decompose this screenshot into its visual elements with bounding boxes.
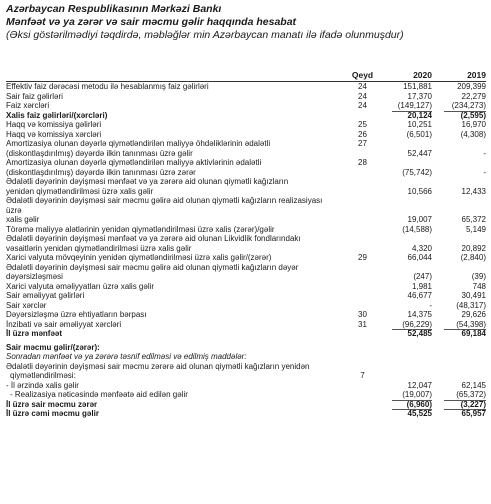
row-value-2019: 20,892	[461, 243, 486, 253]
table-row	[0, 92, 491, 102]
table-row	[0, 301, 491, 311]
row-value-2020: 19,007	[407, 215, 432, 224]
table-row	[0, 320, 491, 330]
section-heading-row	[0, 343, 491, 353]
table-row	[0, 82, 491, 92]
row-note: 27	[358, 139, 367, 148]
row-value-2020: (14,588)	[402, 224, 432, 234]
row-value-2020: (247)	[413, 272, 432, 281]
year-2020-column-header: 2020	[413, 70, 432, 80]
row-value-2020: 1,981	[411, 281, 432, 291]
row-label: Haqq və komissiya xərcləri	[6, 129, 102, 139]
table-row	[0, 362, 491, 372]
row-value-2020: (75,742)	[402, 167, 432, 177]
row-label: qiymətləndirilməsi:	[10, 371, 76, 380]
row-value-2020: 46,677	[407, 291, 432, 300]
table-row	[0, 234, 491, 244]
statement-subtitle: (Əksi göstərilmədiyi təqdirdə, məbləğlər min Azərbaycan manatı ilə ifadə olunmuşdur)	[6, 29, 404, 41]
row-value-2020: 45,525	[407, 409, 432, 418]
table-row	[0, 272, 491, 282]
row-label: Sair faiz gəlirləri	[6, 91, 63, 101]
table-row	[0, 120, 491, 130]
grand-total-row	[0, 409, 491, 419]
total-row	[0, 329, 491, 339]
table-row	[0, 390, 491, 400]
row-label: Sonradan mənfəət və ya zərərə təsnif edilməsi və edilmiş maddələr:	[6, 352, 247, 361]
row-value-2019: 62,145	[461, 380, 486, 390]
row-label: (diskontlaşdırılmış) dəyərdə ilkin tanınması üzrə zərər	[6, 167, 196, 177]
row-label: yenidən qiymətləndirilməsi üzrə xalis gəlir	[6, 186, 154, 196]
row-value-2020: 12,047	[407, 380, 432, 390]
row-value-2020: (6,501)	[406, 129, 432, 139]
row-label: Ədalətli dəyərinin dəyişməsi sair məcmu gəlirə aid olunan qiymətli kağızların dəyər	[6, 262, 299, 272]
row-note: 29	[358, 253, 367, 262]
row-label: İl üzrə mənfəət	[6, 329, 63, 338]
row-value-2019: 22,279	[461, 91, 486, 101]
row-value-2020: (19,007)	[402, 390, 432, 399]
row-note: 7	[360, 371, 365, 380]
table-row	[0, 310, 491, 320]
row-label: Amortizasiya olunan dəyərlə qiymətləndirilən maliyyə aktivlərinin ədalətli	[6, 158, 262, 167]
subtotal-row	[0, 111, 491, 121]
row-value-2020: 10,566	[407, 186, 432, 196]
table-row	[0, 215, 491, 225]
table-row	[0, 244, 491, 254]
row-label: Effektiv faiz dərəcəsi metodu ilə hesablanmış faiz gəlirləri	[6, 82, 209, 91]
row-note: 24	[358, 101, 367, 110]
row-label: vəsaitlərin yenidən qiymətləndirilməsi üzrə xalis gəlir	[6, 243, 192, 253]
row-label: Dəyərsizləşmə üzrə ehtiyatların bərpası	[6, 310, 147, 319]
row-value-2020: 66,044	[407, 253, 432, 262]
bank-name: Azərbaycan Respublikasının Mərkəzi Bankı	[6, 3, 222, 15]
table-row	[0, 130, 491, 140]
row-value-2019: 30,491	[461, 291, 486, 300]
table-row	[0, 149, 491, 159]
row-value-2020: (6,960)	[406, 399, 432, 409]
row-note: 24	[358, 82, 367, 91]
total-row	[0, 400, 491, 410]
row-value-2019: (2,840)	[460, 253, 486, 262]
table-row	[0, 187, 491, 197]
row-value-2019: (4,308)	[460, 129, 486, 139]
row-note: 31	[358, 319, 367, 329]
row-value-2019: 12,433	[461, 186, 486, 196]
table-row	[0, 263, 491, 273]
row-label: - İl ərzində xalis gəlir	[6, 380, 79, 390]
row-label: Xarici valyuta əməliyyatları üzrə xalis gəlir	[6, 281, 155, 291]
row-value-2019: (234,273)	[451, 101, 486, 110]
subheading-row	[0, 352, 491, 362]
row-label: İl üzrə cəmi məcmu gəlir	[6, 409, 99, 418]
table-row	[0, 177, 491, 187]
table-row	[0, 158, 491, 168]
row-value-2019: (3,227)	[460, 399, 486, 409]
row-value-2019: -	[483, 167, 486, 177]
row-label: Ədalətli dəyərinin dəyişməsi mənfəət və ya zərərə aid olunan qiymətli kağızların	[6, 177, 289, 186]
row-label: Sair əməliyyat gəlirləri	[6, 291, 85, 300]
row-value-2020: -	[429, 300, 432, 310]
statement-header	[6, 3, 404, 42]
statement-title: Mənfəət və ya zərər və sair məcmu gəlir haqqında hesabat	[6, 16, 297, 28]
table-row	[0, 381, 491, 391]
row-value-2020: 14,375	[407, 310, 432, 319]
row-label: Amortizasiya olunan dəyərlə qiymətləndirilən maliyyə öhdəliklərinin ədalətli	[6, 139, 271, 148]
table-row	[0, 282, 491, 292]
row-value-2019: 29,626	[461, 310, 486, 319]
table-row	[0, 196, 491, 215]
row-value-2019: 16,970	[461, 120, 486, 129]
row-value-2019: (48,317)	[456, 300, 486, 310]
row-label: Faiz xərcləri	[6, 101, 50, 110]
row-value-2019: (65,372)	[456, 390, 486, 399]
row-label: Törəmə maliyyə alətlərinin yenidən qiymətləndirilməsi üzrə xalis (zərər)/gəlir	[6, 224, 275, 234]
row-value-2019: 209,399	[457, 82, 486, 91]
row-note: 25	[358, 120, 367, 129]
table-row	[0, 139, 491, 149]
row-value-2019: (39)	[471, 272, 486, 281]
row-value-2020: 151,881	[403, 82, 432, 91]
row-label: Ədalətli dəyərinin dəyişməsi sair məcmu gəlirə aid olunan qiymətli kağızların realizasiyası üzrə	[6, 196, 323, 215]
row-label: İnzibati və sair əməliyyat xərcləri	[6, 319, 122, 329]
row-note: 26	[358, 129, 367, 139]
row-label: xalis gəlir	[6, 215, 40, 224]
table-row	[0, 371, 491, 381]
table-row	[0, 291, 491, 301]
row-label: Ədalətli dəyərinin dəyişməsi sair məcmu zərərə aid olunan qiymətli kağızların yenidən	[6, 361, 310, 371]
statement-rows	[0, 82, 491, 419]
row-label: Sair məcmu gəlir/(zərər):	[6, 342, 100, 352]
row-label: Sair xərclər	[6, 300, 47, 310]
row-value-2020: 52,485	[407, 329, 432, 338]
table-row	[0, 225, 491, 235]
table-row	[0, 101, 491, 111]
row-value-2020: 20,124	[407, 110, 432, 120]
row-value-2019: (54,398)	[456, 319, 486, 329]
row-note: 24	[358, 91, 367, 101]
row-value-2020: 52,447	[407, 148, 432, 158]
row-value-2020: (96,229)	[402, 319, 432, 329]
row-label: dəyərsizləşməsi	[6, 272, 63, 281]
row-label: Xarici valyuta mövqeyinin yenidən qiymətləndirilməsi üzrə xalis gəlir/(zərər)	[6, 253, 272, 262]
row-value-2020: 4,320	[411, 243, 432, 253]
row-value-2019: 748	[472, 281, 486, 291]
row-note: 30	[358, 310, 367, 319]
row-value-2019: 69,184	[461, 329, 486, 338]
row-label: Haqq və komissiya gəlirləri	[6, 120, 102, 129]
column-headers	[0, 70, 491, 81]
row-note: 28	[358, 158, 367, 167]
table-row	[0, 168, 491, 178]
row-value-2019: (2,595)	[460, 110, 486, 120]
row-label: Ədalətli dəyərinin dəyişməsi mənfəət və ya zərərə aid olunan Likvidlik fondlarındakı	[6, 234, 301, 243]
row-label: (diskontlaşdırılmış) dəyərdə ilkin tanınması üzrə gəlir	[6, 148, 193, 158]
row-value-2020: 17,370	[407, 91, 432, 101]
row-value-2020: (149,127)	[397, 101, 432, 110]
note-column-header: Qeyd	[351, 70, 374, 80]
year-2019-column-header: 2019	[467, 70, 486, 80]
row-value-2019: 65,957	[461, 409, 486, 418]
row-value-2019: -	[483, 148, 486, 158]
row-label: Xalis faiz gəlirləri/(xərcləri)	[6, 110, 108, 120]
row-label: - Realizasiya nəticəsində mənfəətə aid edilən gəlir	[10, 390, 188, 399]
row-label: İl üzrə sair məcmu zərər	[6, 399, 98, 409]
row-value-2019: 65,372	[461, 215, 486, 224]
row-value-2019: 5,149	[465, 224, 486, 234]
table-row	[0, 253, 491, 263]
row-value-2020: 10,251	[407, 120, 432, 129]
